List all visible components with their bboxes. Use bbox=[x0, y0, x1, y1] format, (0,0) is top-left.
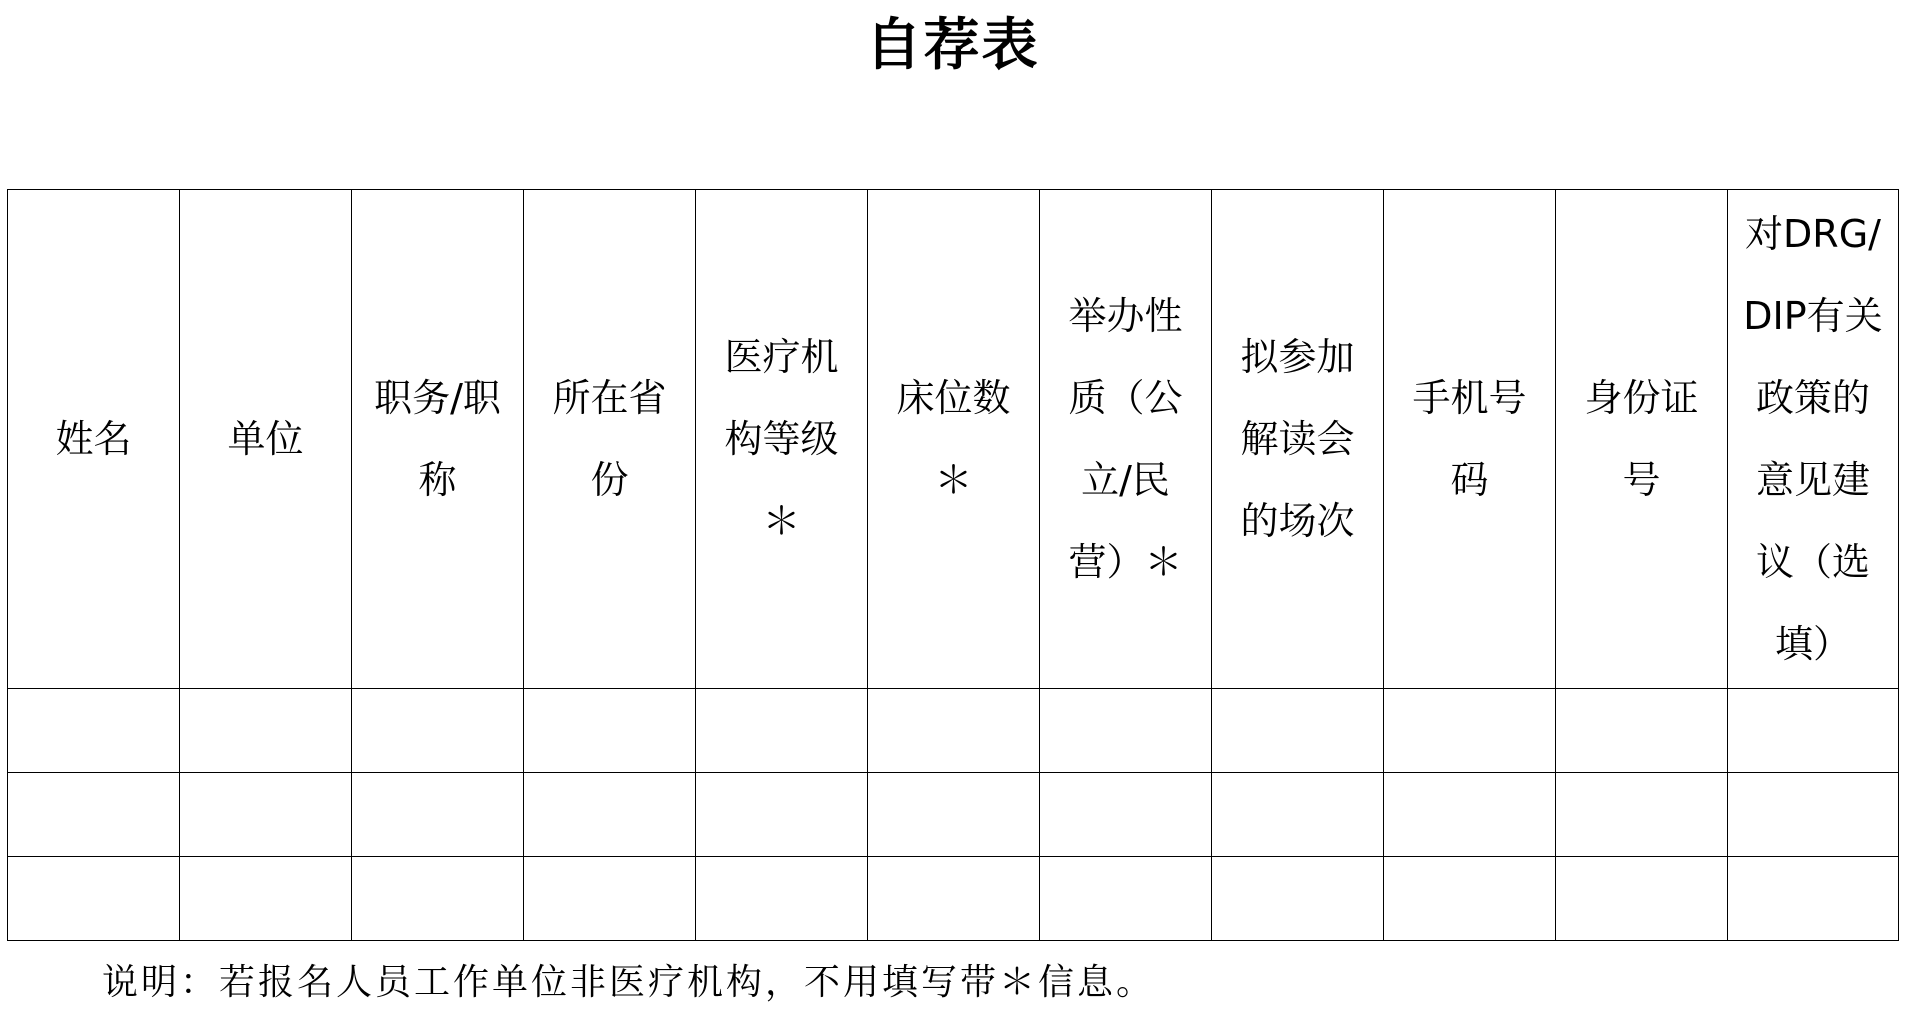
header-label: 职务/职称 bbox=[374, 376, 501, 502]
table-cell[interactable] bbox=[8, 773, 180, 857]
header-label: 医疗机构等级＊ bbox=[724, 335, 839, 543]
table-cell[interactable] bbox=[1040, 857, 1212, 941]
table-cell[interactable] bbox=[868, 773, 1040, 857]
header-label: 举办性质（公立/民营）＊ bbox=[1068, 294, 1183, 584]
header-label: 床位数＊ bbox=[896, 376, 1011, 502]
table-cell[interactable] bbox=[696, 689, 868, 773]
table-cell[interactable] bbox=[8, 857, 180, 941]
table-cell[interactable] bbox=[352, 773, 524, 857]
page-title: 自荐表 bbox=[865, 12, 1040, 78]
header-label: 拟参加解读会的场次 bbox=[1240, 335, 1355, 543]
table-cell[interactable] bbox=[524, 689, 696, 773]
table-cell[interactable] bbox=[1556, 689, 1728, 773]
table-cell[interactable] bbox=[1728, 773, 1899, 857]
table-cell[interactable] bbox=[1728, 857, 1899, 941]
header-cell-id-number bbox=[1556, 190, 1728, 689]
table-row bbox=[8, 773, 1899, 857]
header-label: 对DRG/DIP有关政策的意见建议（选填） bbox=[1743, 212, 1883, 666]
table-cell[interactable] bbox=[1040, 773, 1212, 857]
table-cell[interactable] bbox=[180, 857, 352, 941]
table-cell[interactable] bbox=[696, 773, 868, 857]
header-cell-position-title bbox=[352, 190, 524, 689]
table-cell[interactable] bbox=[1212, 857, 1384, 941]
header-label: 身份证号 bbox=[1584, 376, 1699, 502]
table-cell[interactable] bbox=[1728, 689, 1899, 773]
table-header-row bbox=[8, 190, 1899, 689]
header-cell-session bbox=[1212, 190, 1384, 689]
header-label: 所在省份 bbox=[552, 376, 667, 502]
table-cell[interactable] bbox=[1384, 857, 1556, 941]
header-cell-policy-suggestions bbox=[1728, 190, 1899, 689]
table-cell[interactable] bbox=[1384, 689, 1556, 773]
header-cell-institution-grade bbox=[696, 190, 868, 689]
header-cell-bed-count bbox=[868, 190, 1040, 689]
table-cell[interactable] bbox=[868, 689, 1040, 773]
table-row bbox=[8, 689, 1899, 773]
table-cell[interactable] bbox=[1212, 689, 1384, 773]
table-cell[interactable] bbox=[352, 689, 524, 773]
table-cell[interactable] bbox=[524, 857, 696, 941]
table-cell[interactable] bbox=[868, 857, 1040, 941]
table-cell[interactable] bbox=[524, 773, 696, 857]
header-cell-name bbox=[8, 190, 180, 689]
table-cell[interactable] bbox=[180, 689, 352, 773]
header-label: 姓名 bbox=[55, 417, 132, 461]
table-cell[interactable] bbox=[1384, 773, 1556, 857]
header-cell-employer bbox=[180, 190, 352, 689]
table-cell[interactable] bbox=[1212, 773, 1384, 857]
header-cell-ownership-type bbox=[1040, 190, 1212, 689]
header-label: 手机号码 bbox=[1412, 376, 1527, 502]
table-row bbox=[8, 857, 1899, 941]
table-cell[interactable] bbox=[1556, 857, 1728, 941]
table-cell[interactable] bbox=[8, 689, 180, 773]
table-cell[interactable] bbox=[180, 773, 352, 857]
table-cell[interactable] bbox=[352, 857, 524, 941]
self-recommendation-table bbox=[7, 189, 1899, 941]
header-label: 单位 bbox=[227, 417, 304, 461]
header-cell-province bbox=[524, 190, 696, 689]
footnote: 说明：若报名人员工作单位非医疗机构，不用填写带＊信息。 bbox=[102, 962, 1156, 1003]
header-cell-phone bbox=[1384, 190, 1556, 689]
table-cell[interactable] bbox=[1556, 773, 1728, 857]
table-cell[interactable] bbox=[696, 857, 868, 941]
table-cell[interactable] bbox=[1040, 689, 1212, 773]
